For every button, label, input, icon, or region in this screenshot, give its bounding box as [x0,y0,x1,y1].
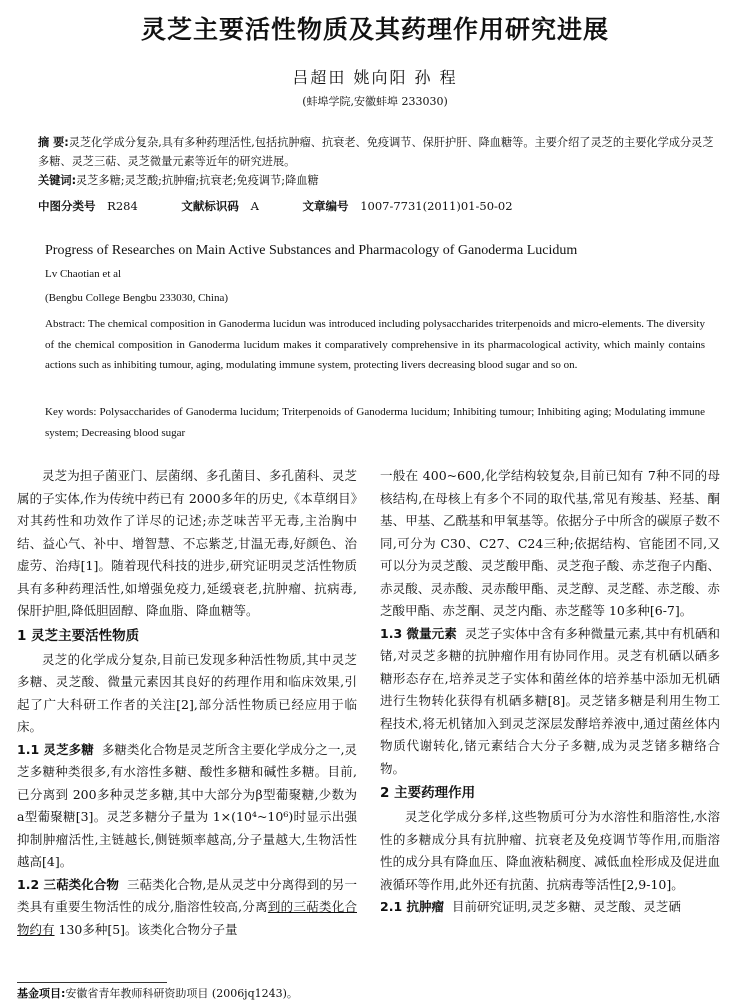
fund-text: 安徽省青年教师科研资助项目 (2006jq1243)。 [65,987,298,1000]
keywords-text: 灵芝多糖;灵芝酸;抗肿瘤;抗衰老;免疫调节;降血糖 [76,174,319,187]
subsection-1-1-heading: 1.1 灵芝多糖 [17,741,94,757]
abstract-label: 摘 要: [38,136,69,149]
section-2-paragraph: 灵芝化学成分多样,这些物质可分为水溶性和脂溶性,水溶性的多糖成分具有抗肿瘤、抗衰老及免疫调节等作用,而脂溶性的成分具有降血压、降血液粘稠度、减低血栓形成及促进血液循环等作用,此外还有抗菌、抗病毒等活性[2,9-10]。 [380,809,720,892]
section-heading-1: 1 灵芝主要活性物质 [17,627,140,644]
left-column [17,465,357,941]
subsection-1-3-text: 灵芝子实体中含有多种微量元素,其中有机硒和锗,对灵芝多糖的抗肿瘤作用有协同作用。灵芝有机硒以硒多糖形态存在,培养灵芝子实体和菌丝体的培养基中添加无机硒进行生物转化获得有机硒多糖[8]。灵芝锗多糖是利用生物工程技术,将无机锗加入到灵芝深层发酵培养液中,通过菌丝体内物质代谢转化,锗元素结合大分子多糖,成为灵芝锗多糖络合物。 [380,625,720,776]
subsection-1-2-heading: 1.2 三萜类化合物 [17,876,119,892]
english-author: Lv Chaotian et al [45,268,122,280]
subsection-1-2-text: 三萜类化合物,是从灵芝中分离得到的另一类具有重要生物活性的成分,脂溶性较高,分离 [17,876,357,914]
authors: 吕超田 姚向阳 孙 程 [292,68,458,87]
subsection-1-1-text: 多糖类化合物是灵芝所含主要化学成分之一,灵芝多糖种类很多,有水溶性多糖、酸性多糖和碱性多糖。目前,已分离到 200多种灵芝多糖,其中大部分为β型葡聚糖,少数为 a型葡聚糖[3]。灵芝多糖分子量为 1×(10⁴~10⁶)时显示出强抑制肿瘤活性,主链越长,侧链频率越高,分子量越大,生物活性越高[4]。 [17,741,357,869]
continued-paragraph: 一般在 400~600,化学结构较复杂,目前已知有 7种不同的母核结构,在母核上有多个不同的取代基,常见有羧基、羟基、酮基、甲基、乙酰基和甲氧基等。依据分子中所含的碳原子数不同,可分为 C30、C27、C24三种;依据结构、官能团不同,又可以分为灵芝酸、灵芝酸甲酯、灵芝孢子酸、赤芝孢子内酯、赤灵酸、灵赤酸、灵赤酸甲酯、灵芝醇、灵芝醛、赤芝酸、赤芝酸甲酯、赤芝酮、灵芝内酯、赤芝醛等 10多种[6-7]。 [380,468,720,618]
english-title: Progress of Researches on Main Active Substances and Pharmacology of Ganoderma Lucidum [45,243,578,258]
subsection-1-3-heading: 1.3 微量元素 [380,625,457,641]
subsection-1-2-tail: 130多种[5]。该类化合物分子量 [54,921,238,937]
chinese-abstract [38,133,718,190]
subsection-2-1-text: 目前研究证明,灵芝多糖、灵芝酸、灵芝硒 [451,899,681,914]
section-heading-2: 2 主要药理作用 [380,785,476,801]
article-title: 灵芝主要活性物质及其药理作用研究进展 [140,15,609,44]
english-affiliation: (Bengbu College Bengbu 233030, China) [45,292,229,304]
affiliation: (蚌埠学院,安徽蚌埠 233030) [302,95,448,108]
funding-footnote [17,985,298,1001]
english-abstract: Abstract: The chemical composition in Ganoderma lucidun was introduced including polysaccharides triterpenoids and micro-elements. The diversity of the chemical composition in Ganoderma lucidum makes it comparatively comprehensive in its pharmacological activity, which mainly contains actions such as inhibiting tumour, aging, modulating immune system, protecting livers decreasing blood sugar and so on. [45,318,705,371]
section-1-paragraph: 灵芝的化学成分复杂,目前已发现多种活性物质,其中灵芝多糖、灵芝酸、微量元素因其良好的药理作用和临床效果,引起了广大科研工作者的关注[2],部分活性物质已经应用于临床。 [17,651,357,734]
footnote-rule [17,982,167,983]
intro-paragraph: 灵芝为担子菌亚门、层菌纲、多孔菌目、多孔菌科、灵芝属的子实体,作为传统中药已有 2000多年的历史,《本草纲目》对其药性和功效作了详尽的记述;赤芝味苦平无毒,主治胸中结、益心气、补中、增智慧、不忘紫芝,甘温无毒,好颜色、治虚劳、治痔[1]。随着现代科技的进步,研究证明灵芝活性物质具有多种药理活性,如增强免疫力,延缓衰老,抗肿瘤、抗病毒,保肝护胆,降低胆固醇、降血脂、降血糖等。 [17,468,357,618]
doc-code-value: A [250,199,259,213]
class-value: R284 [107,199,138,213]
classification-line [38,198,521,214]
subsection-1-2-underlined: 到的三萜类化合物约有 [17,899,357,937]
article-no-label: 文章编号 [302,199,349,213]
right-column [380,465,720,919]
class-label: 中图分类号 [38,199,96,213]
keywords-label: 关键词: [38,174,77,187]
subsection-2-1-heading: 2.1 抗肿瘤 [380,899,444,914]
english-keywords: Key words: Polysaccharides of Ganoderma lucidum; Triterpenoids of Ganoderma lucidum; Inhibiting tumour; Inhibiting aging; Modulating immune system; Decreasing blood sugar [45,406,705,439]
doc-code-label: 文献标识码 [181,199,239,213]
article-no-value: 1007-7731(2011)01-50-02 [360,199,513,213]
abstract-text: 灵芝化学成分复杂,具有多种药理活性,包括抗肿瘤、抗衰老、免疫调节、保肝护肝、降血糖等。主要介绍了灵芝的主要化学成分灵芝多糖、灵芝三萜、灵芝微量元素等近年的研究进展。 [38,136,714,168]
fund-label: 基金项目: [17,987,66,1000]
